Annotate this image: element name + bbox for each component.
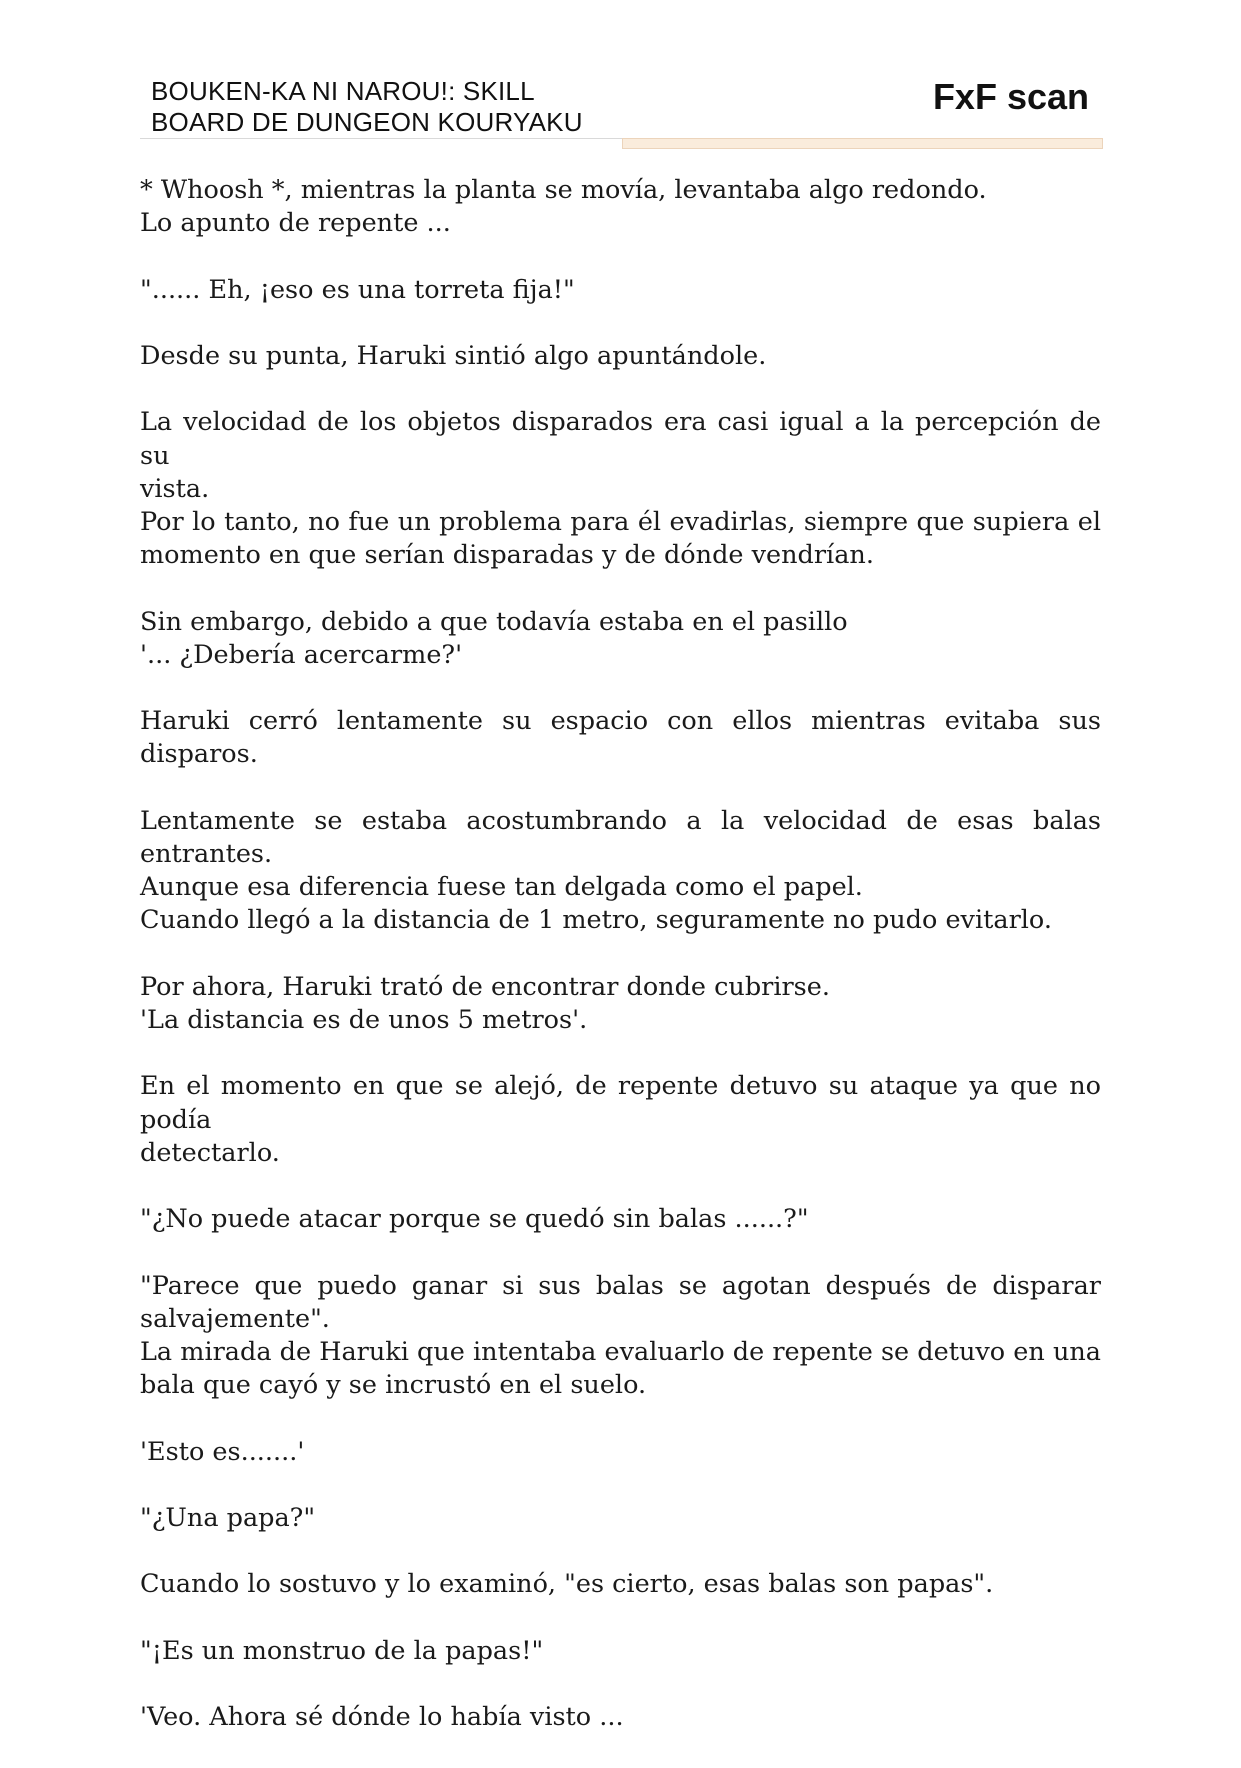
text-line: Desde su punta, Haruki sintió algo apuntándole. — [140, 340, 767, 371]
text-line: momento en que serían disparadas y de dónde vendrían. — [140, 540, 874, 571]
text-line: Lo apunto de repente ... — [140, 208, 451, 239]
chapter-text — [140, 174, 1101, 1768]
page-header — [140, 72, 1102, 152]
paragraph — [140, 1436, 1101, 1469]
text-line: vista. — [140, 473, 210, 504]
text-line: 'La distancia es de unos 5 metros'. — [140, 1004, 588, 1035]
text-line: La mirada de Haruki que intentaba evaluarlo de repente se detuvo en una — [140, 1336, 1101, 1367]
paragraph — [140, 1568, 1101, 1601]
paragraph — [140, 406, 1101, 572]
paragraph — [140, 1701, 1101, 1734]
text-line: Haruki cerró lentamente su espacio con ellos mientras evitaba sus disparos. — [140, 706, 1101, 770]
text-line: 'Esto es.......' — [140, 1436, 305, 1467]
text-line: salvajemente". — [140, 1303, 330, 1334]
series-title — [151, 76, 671, 138]
paragraph — [140, 971, 1101, 1037]
text-line: bala que cayó y se incrustó en el suelo. — [140, 1370, 647, 1401]
text-line: "Parece que puedo ganar si sus balas se agotan después de disparar — [140, 1270, 1101, 1301]
text-line: La velocidad de los objetos disparados era casi igual a la percepción de su — [140, 407, 1101, 471]
paragraph — [140, 606, 1101, 672]
text-line: '... ¿Debería acercarme?' — [140, 639, 463, 670]
paragraph — [140, 705, 1101, 771]
text-line: * Whoosh *, mientras la planta se movía, levantaba algo redondo. — [140, 175, 987, 205]
text-line: "¿Una papa?" — [140, 1502, 316, 1533]
text-line: 'Veo. Ahora sé dónde lo había visto ... — [140, 1702, 624, 1733]
paragraph — [140, 340, 1101, 373]
paragraph — [140, 805, 1101, 938]
paragraph — [140, 1070, 1101, 1170]
text-line: En el momento en que se alejó, de repente detuvo su ataque ya que no podía — [140, 1071, 1101, 1135]
series-title-line-2: BOARD DE DUNGEON KOURYAKU — [151, 107, 583, 137]
text-line: "...... Eh, ¡eso es una torreta fija!" — [140, 274, 575, 305]
paragraph — [140, 274, 1101, 307]
header-divider — [140, 138, 622, 139]
text-line: Por ahora, Haruki trató de encontrar donde cubrirse. — [140, 971, 830, 1002]
text-line: Cuando lo sostuvo y lo examinó, "es cierto, esas balas son papas". — [140, 1569, 994, 1600]
text-line: "¿No puede atacar porque se quedó sin balas ......?" — [140, 1204, 809, 1235]
paragraph — [140, 1270, 1101, 1403]
text-line: Por lo tanto, no fue un problema para él evadirlas, siempre que supiera el — [140, 506, 1101, 537]
paragraph — [140, 1635, 1101, 1668]
text-line: Lentamente se estaba acostumbrando a la velocidad de esas balas entrantes. — [140, 805, 1101, 869]
text-line: Sin embargo, debido a que todavía estaba en el pasillo — [140, 606, 848, 637]
header-accent-bar — [622, 138, 1103, 149]
text-line: detectarlo. — [140, 1137, 280, 1168]
series-title-line-1: BOUKEN-KA NI NAROU!: SKILL — [151, 76, 535, 106]
paragraph — [140, 1502, 1101, 1535]
text-line: Cuando llegó a la distancia de 1 metro, seguramente no pudo evitarlo. — [140, 905, 1052, 936]
text-line: Aunque esa diferencia fuese tan delgada como el papel. — [140, 872, 863, 903]
scanlation-brand: FxF scan — [932, 76, 1089, 117]
paragraph — [140, 174, 1101, 240]
text-line: "¡Es un monstruo de la papas!" — [140, 1635, 544, 1666]
paragraph — [140, 1203, 1101, 1236]
